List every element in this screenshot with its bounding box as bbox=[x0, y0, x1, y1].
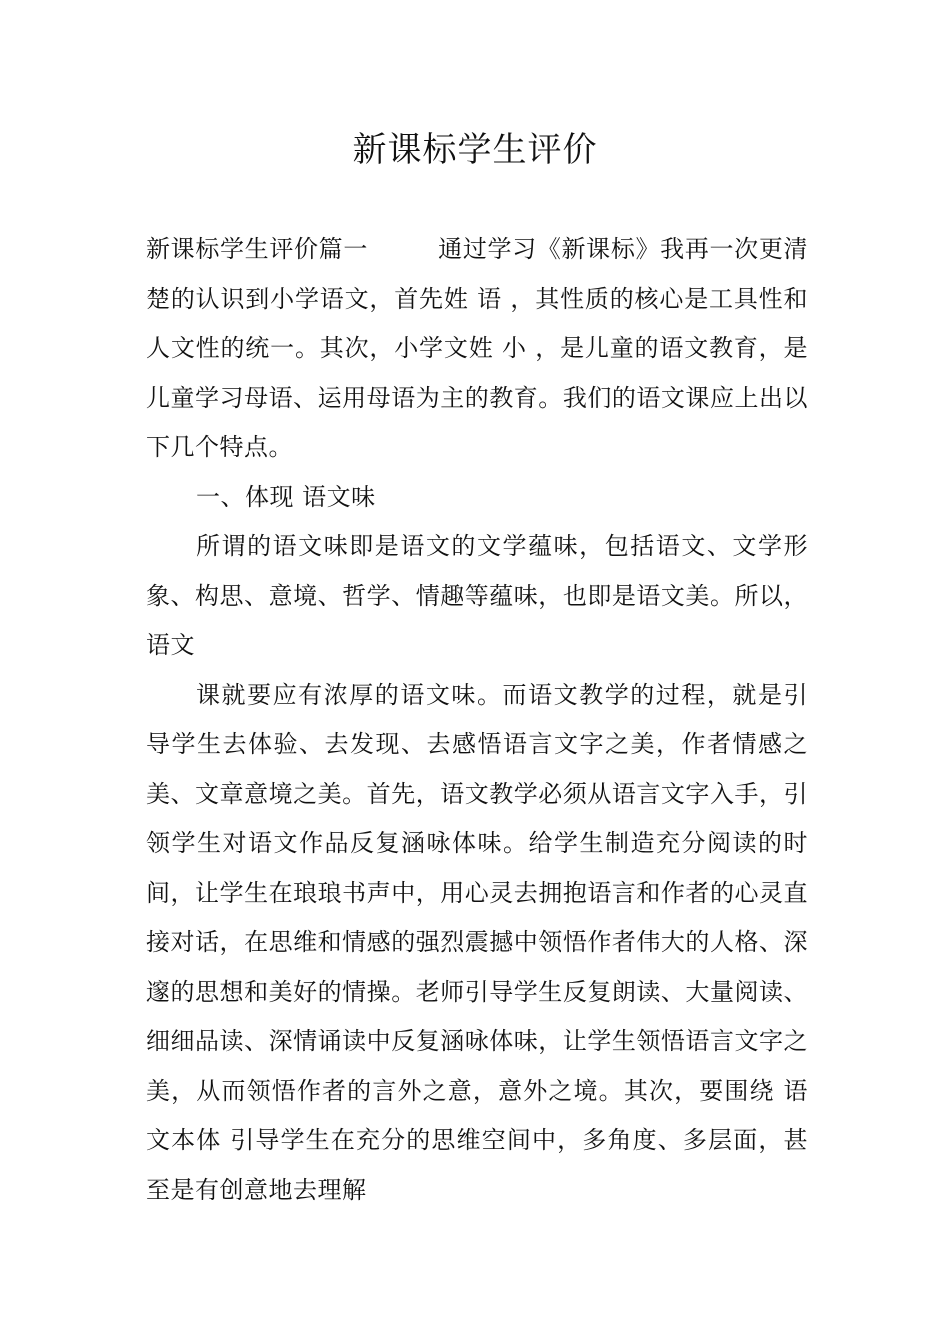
paragraph-1-text: 通过学习《新课标》我再一次更清楚的认识到小学语文，首先姓 语 ，其性质的核心是工具性和人文性的统一。其次，小学文姓 小 ，是儿童的语文教育，是儿童学习母语、运用母语为主的教育。我们的语文课应上出以下几个特点。 bbox=[146, 235, 808, 461]
paragraph-1 bbox=[146, 225, 808, 473]
section-heading: 一、体现 语文味 bbox=[196, 482, 376, 511]
paragraph-1-lead: 新课标学生评价篇一 bbox=[146, 235, 368, 263]
paragraph-2: 所谓的语文味即是语文的文学蕴味，包括语文、文学形象、构思、意境、哲学、情趣等蕴味，也即是语文美。所以，语文 bbox=[146, 532, 808, 659]
paragraph-3: 课就要应有浓厚的语文味。而语文教学的过程，就是引导学生去体验、去发现、去感悟语言文字之美，作者情感之美、文章意境之美。首先，语文教学必须从语言文字入手，引领学生对语文作品反复涵咏体味。给学生制造充分阅读的时间，让学生在琅琅书声中，用心灵去拥抱语言和作者的心灵直接对话，在思维和情感的强烈震撼中领悟作者伟大的人格、深邃的思想和美好的情操。老师引导学生反复朗读、大量阅读、细细品读、深情诵读中反复涵咏体味，让学生领悟语言文字之美，从而领悟作者的言外之意，意外之境。其次，要围绕 语文本体 引导学生在充分的思维空间中，多角度、多层面，甚至是有创意地去理解 bbox=[146, 680, 808, 1204]
document-title: 新课标学生评价 bbox=[352, 130, 598, 170]
document-body bbox=[146, 225, 808, 1215]
